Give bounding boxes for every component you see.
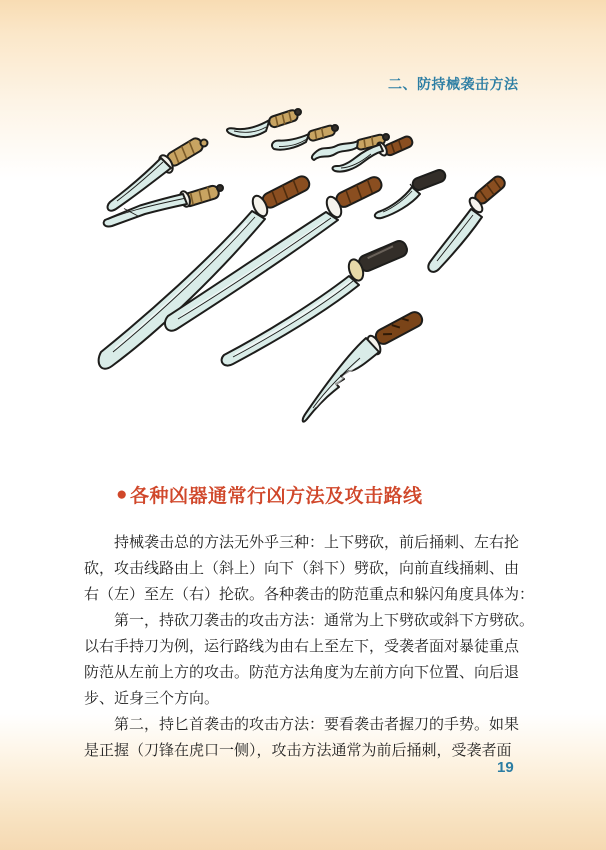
bayonet-knife	[222, 239, 410, 366]
text-line: 是正握（刀锋在虎口一侧），攻击方法通常为前后捅刺，受袭者面	[84, 743, 512, 759]
text-line: 砍，攻击线路由上（斜上）向下（斜下）劈砍，向前直线捅刺、由	[84, 561, 520, 577]
text-line: 第二，持匕首袭击的攻击方法：要看袭击者握刀的手势。如果	[114, 717, 520, 733]
chapter-header: 二、防持械袭击方法	[388, 76, 519, 92]
text-line: 右（左）至左（右）抡砍。各种袭击的防范重点和躲闪角度具体为：	[84, 587, 535, 603]
section-heading-text: 各种凶器通常行凶方法及攻击路线	[129, 486, 423, 507]
combat-knife	[375, 168, 447, 218]
text-line: 持械袭击总的方法无外乎三种：上下劈砍，前后捅刺、左右抡	[114, 535, 520, 551]
text-line: 第一，持砍刀袭击的攻击方法：通常为上下劈砍或斜下方劈砍。	[114, 613, 535, 629]
section-heading	[116, 481, 423, 508]
text-line: 防范从左前上方的攻击。防范方法角度为左前方向下位置、向后退	[84, 665, 520, 681]
knives-drawing	[88, 100, 520, 430]
page-number: 19	[497, 759, 514, 776]
fighting-knife	[428, 174, 507, 272]
text-line: 步、近身三个方向。	[84, 691, 220, 707]
bullet-icon: ●	[116, 484, 128, 505]
text-line: 以右手持刀为例，运行路线为由右上至左下，受袭者面对暴徒重点	[84, 639, 520, 655]
broadsword-long	[99, 174, 312, 369]
small-saber-knife	[272, 125, 338, 150]
knives-illustration	[88, 100, 520, 430]
kukri-knife	[227, 109, 301, 137]
bowie-knife	[303, 310, 425, 422]
body-text	[84, 530, 535, 764]
